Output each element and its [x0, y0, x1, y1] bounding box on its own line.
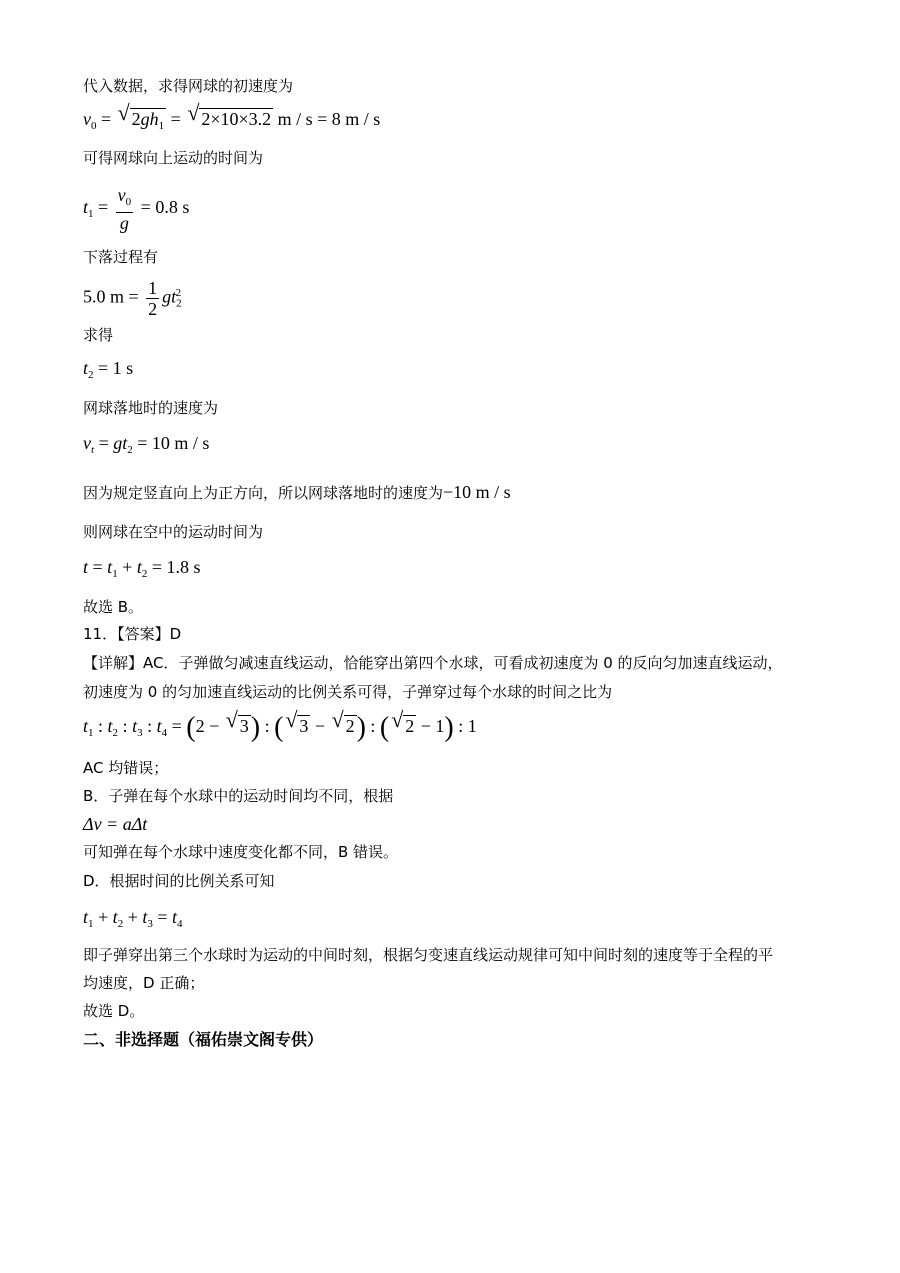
text-line [83, 482, 511, 503]
text-line: 【详解】AC．子弹做匀减速直线运动，恰能穿出第四个水球，可看成初速度为 0 的反向匀加速直线运动， [83, 654, 783, 672]
equation-rise-time: $t_1$ = $\frac{v_0}{g}$ = 0.8 s [83, 185, 190, 233]
text-line: 则网球在空中的运动时间为 [83, 523, 264, 541]
text-line: 下落过程有 [83, 248, 159, 266]
text-line: 初速度为 0 的匀加速直线运动的比例关系可得，子弹穿过每个水球的时间之比为 [83, 683, 613, 701]
text-line: 可得网球向上运动的时间为 [83, 149, 264, 167]
text-line: 故选 B。 [83, 598, 144, 616]
text-line: 即子弹穿出第三个水球时为运动的中间时刻，根据匀变速直线运动规律可知中间时刻的速度等于全程的平 [83, 946, 774, 964]
answer-heading: 11．【答案】D [83, 625, 182, 643]
text-segment: 因为规定竖直向上为正方向，所以网球落地时的速度为 [83, 484, 444, 502]
equation-time-sum: $t_1 + t_2 + t_3 = t_4$ [83, 907, 183, 930]
text-line: 代入数据，求得网球的初速度为 [83, 77, 294, 95]
text-line: AC 均错误； [83, 759, 169, 777]
text-line: 故选 D。 [83, 1002, 145, 1020]
equation-time-ratio: $t_1$ : $t_2$ : $t_3$ : $t_4 = (2$ − √ 3) : ( √ 3 − √ 2) : ( √ 2 − 1) : 1 [83, 707, 477, 743]
text-line: 网球落地时的速度为 [83, 399, 219, 417]
text-line: 可知弹在每个水球中速度变化都不同，B 错误。 [83, 843, 399, 861]
text-line: 求得 [83, 326, 114, 344]
equation-initial-velocity: $v_0$ = √ $2gh_1$ = √ 2×10×3.2 m / s = 8 m / s [83, 108, 380, 136]
equation-velocity-change: Δv = aΔt [83, 814, 148, 834]
equation-landing-speed: $v_t = gt_2 = 10$ m / s [83, 433, 210, 456]
text-line: D．根据时间的比例关系可知 [83, 872, 275, 890]
text-line: B．子弹在每个水球中的运动时间均不同，根据 [83, 787, 394, 805]
section-title: 二、非选择题（福佑崇文阁专供） [83, 1030, 324, 1049]
text-line: 均速度，D 正确； [83, 974, 205, 992]
landing-velocity-value: −10 m / s [443, 482, 511, 502]
equation-fall-distance: 5.0 m = $\frac{1}{2}$ $gt_2^2$ [83, 278, 182, 319]
equation-fall-time: $t_2 = 1$ s [83, 358, 134, 381]
equation-total-time: $t = t_1 + t_2 = 1.8$ s [83, 557, 201, 580]
